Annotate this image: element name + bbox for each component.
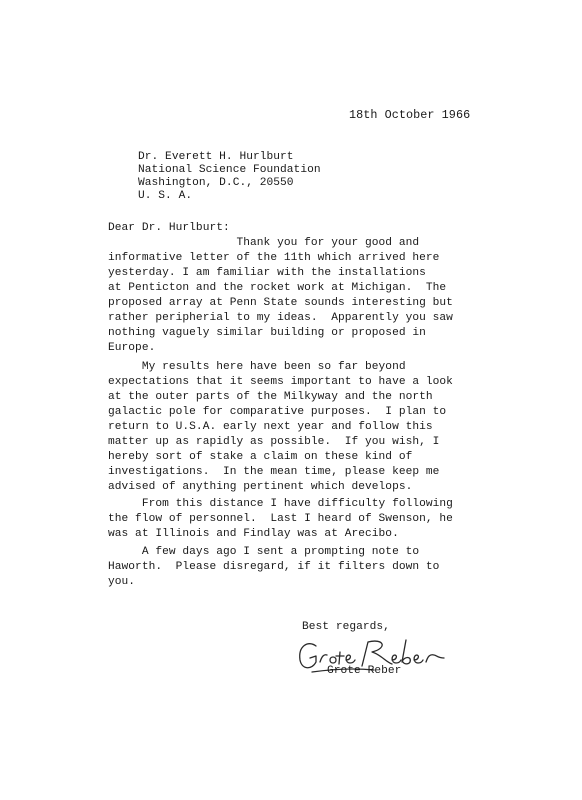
recipient-line-4: U. S. A. bbox=[138, 190, 193, 202]
body-line: return to U.S.A. early next year and follow this bbox=[108, 421, 433, 433]
body-line: informative letter of the 11th which arrived here bbox=[108, 252, 440, 264]
body-line: From this distance I have difficulty following bbox=[108, 498, 453, 510]
recipient-line-1: Dr. Everett H. Hurlburt bbox=[138, 151, 294, 163]
salutation: Dear Dr. Hurlburt: bbox=[108, 222, 230, 234]
body-line: was at Illinois and Findlay was at Arecibo. bbox=[108, 528, 399, 540]
body-line: the flow of personnel. Last I heard of Swenson, he bbox=[108, 513, 453, 525]
signer-name: Grote Reber bbox=[327, 665, 402, 677]
body-line: at the outer parts of the Milkyway and the north bbox=[108, 391, 433, 403]
body-line: investigations. In the mean time, please keep me bbox=[108, 466, 440, 478]
body-line: hereby sort of stake a claim on these kind of bbox=[108, 451, 413, 463]
closing: Best regards, bbox=[302, 621, 390, 633]
body-line: My results here have been so far beyond bbox=[108, 361, 406, 373]
recipient-line-2: National Science Foundation bbox=[138, 164, 321, 176]
body-line: proposed array at Penn State sounds interesting but bbox=[108, 297, 453, 309]
body-line: Europe. bbox=[108, 342, 156, 354]
body-line: advised of anything pertinent which develops. bbox=[108, 481, 413, 493]
body-line: at Penticton and the rocket work at Michigan. The bbox=[108, 282, 447, 294]
body-line: you. bbox=[108, 576, 136, 588]
body-line: Haworth. Please disregard, if it filters down to bbox=[108, 561, 440, 573]
body-line: galactic pole for comparative purposes. I plan to bbox=[108, 406, 447, 418]
body-line: yesterday. I am familiar with the installations bbox=[108, 267, 426, 279]
body-line: matter up as rapidly as possible. If you wish, I bbox=[108, 436, 440, 448]
body-line: A few days ago I sent a prompting note to bbox=[108, 546, 420, 558]
body-line: Thank you for your good and bbox=[108, 237, 420, 249]
body-line: rather peripherial to my ideas. Apparently you saw bbox=[108, 312, 453, 324]
body-line: nothing vaguely similar building or proposed in bbox=[108, 327, 426, 339]
letter-date: 18th October 1966 bbox=[349, 108, 471, 122]
recipient-line-3: Washington, D.C., 20550 bbox=[138, 177, 294, 189]
body-line: expectations that it seems important to have a look bbox=[108, 376, 453, 388]
